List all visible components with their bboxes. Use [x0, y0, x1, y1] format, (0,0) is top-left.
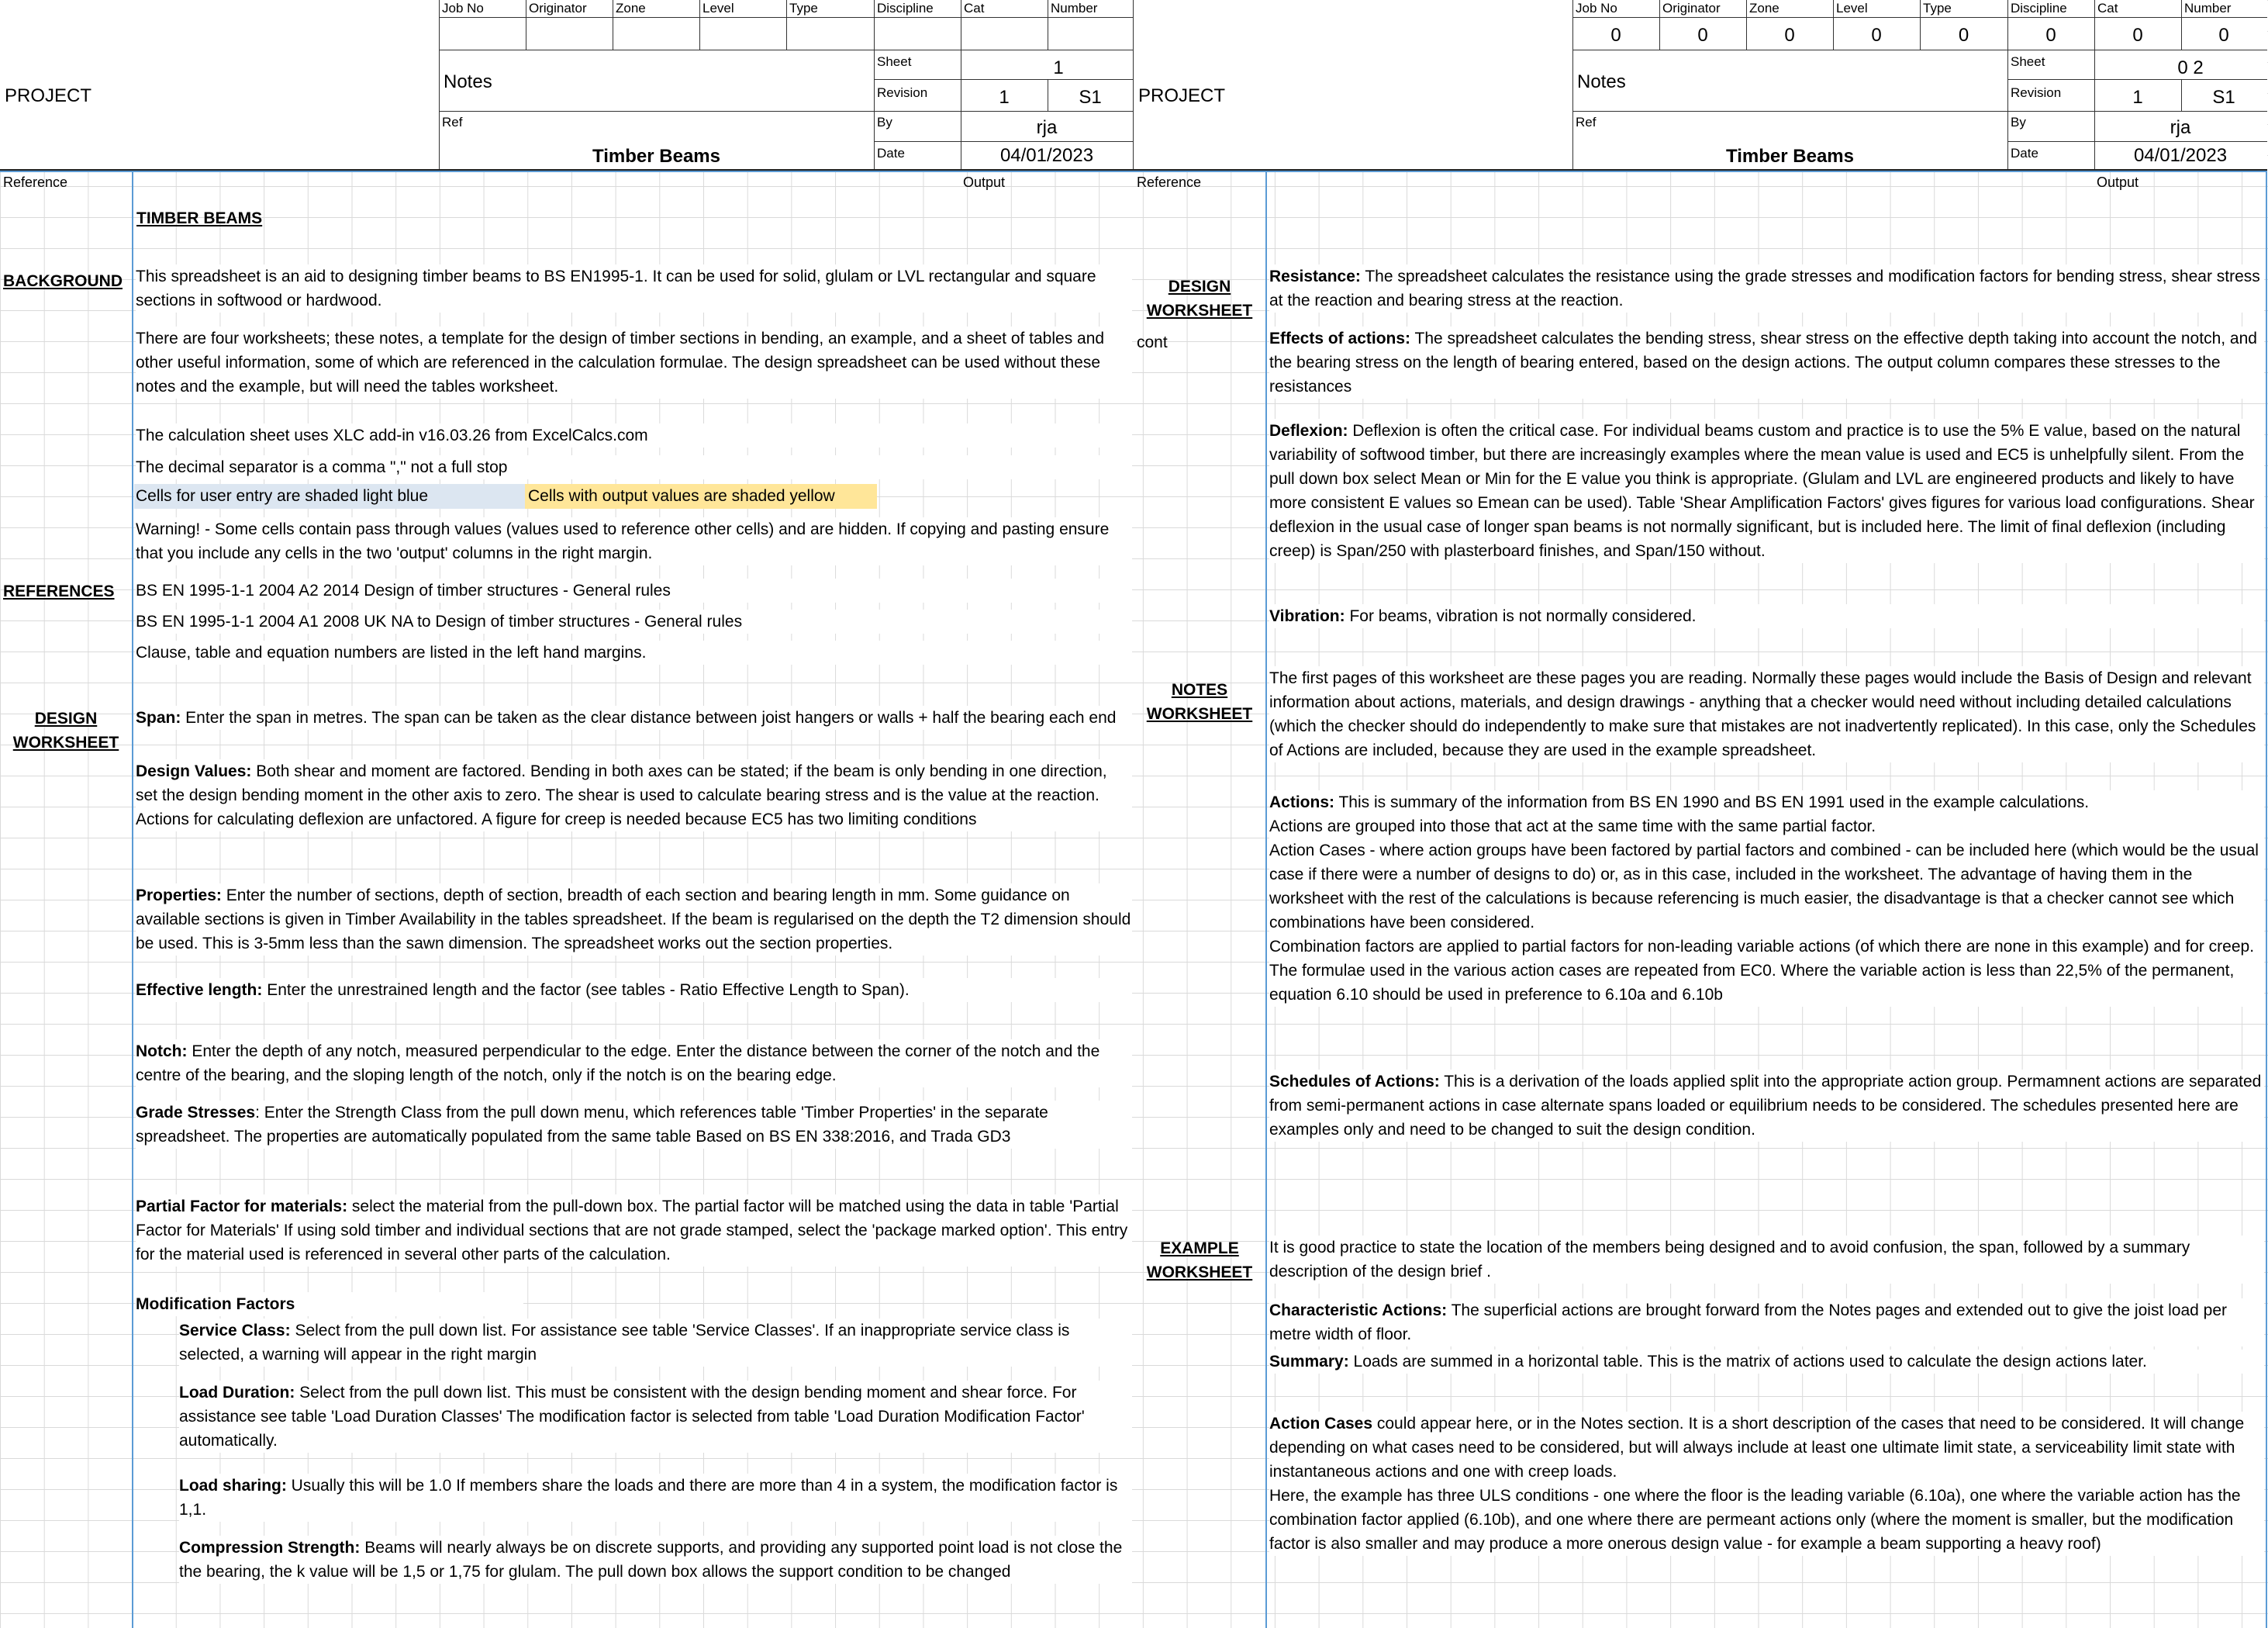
characteristic-actions-note: Characteristic Actions: The superficial actions are brought forward from the Notes pages and extended out to give the joist load per metre width of floor.	[1269, 1298, 2264, 1346]
actions-note: Actions: This is summary of the information from BS EN 1990 and BS EN 1991 used in the example calculations. Actions are grouped into those that act at the same time with the same partial factor. Action Cases - where action groups have been factored by partial factors and combined - can be included here (which would be the usual case if there were a number of designs to do) or, as in this case, included in the worksheet. The advantage of having them in the worksheet with the rest of the calculations is because referencing is much easier, the disadvantage is that a checker cannot see which combinations have been considered. Combination factors are applied to partial factors for non-leading variable actions (of which there are none in this example) and for creep. The formulae used in the various action cases are repeated from EC0. Where the variable action is less than 22,5% of the permanent, equation 6.10 should be used in preference to 6.10a and 6.10b	[1269, 790, 2264, 1007]
sheet-value[interactable]: 0 2	[2177, 57, 2204, 78]
service-class-note: Service Class: Select from the pull down list. For assistance see table 'Service Classes'. If an inappropriate service class is selected, a warning will appear in the right margin	[179, 1319, 1132, 1367]
reference-margin-line	[1265, 171, 1267, 1628]
ref-label: Ref	[1576, 115, 1597, 130]
background-paragraph-2: There are four worksheets; these notes, a template for the design of timber sections in bending, an example, and a sheet of tables and other useful information, some of which are referenced in the calculation formulae. The design spreadsheet can be used without these notes and the example, but will need the tables worksheet.	[136, 327, 1132, 399]
warning-note: Warning! - Some cells contain pass through values (values used to reference other cells) and are hidden. If copying and pasting ensure that you include any cells in the two 'output' columns in the right margin.	[136, 517, 1132, 565]
originator-value[interactable]: 0	[1697, 25, 1708, 46]
sheet-label: Sheet	[2011, 54, 2045, 69]
vibration-note: Vibration: For beams, vibration is not normally considered.	[1269, 604, 2264, 628]
by-value[interactable]: rja	[1036, 117, 1058, 138]
decimal-note: The decimal separator is a comma "," not a full stop	[136, 455, 1132, 479]
number-label: Number	[1051, 1, 1098, 16]
sheet-title: Timber Beams	[592, 146, 720, 167]
load-duration-note: Load Duration: Select from the pull down list. This must be consistent with the design bending moment and shear force. For assistance see table 'Load Duration Classes' The modification factor is selected from table 'Load Duration Modification Factor' automatically.	[179, 1381, 1132, 1453]
sheet-value[interactable]: 1	[1053, 57, 1064, 78]
reference-2: BS EN 1995-1-1 2004 A1 2008 UK NA to Design of timber structures - General rules	[136, 610, 1132, 634]
date-value[interactable]: 04/01/2023	[999, 145, 1094, 166]
header-separator	[1134, 171, 2267, 172]
reference-1: BS EN 1995-1-1 2004 A2 2014 Design of timber structures - General rules	[136, 579, 1132, 603]
zone-value[interactable]: 0	[1784, 25, 1795, 46]
cont-label: cont	[1137, 334, 1168, 351]
cat-value[interactable]: 0	[2132, 25, 2143, 46]
compression-strength-note: Compression Strength: Beams will nearly always be on discrete supports, and providing any supported point load is not close the the bearing, the k value will be 1,5 or 1,75 for glulam. The pull down box allows the support condition to be changed	[179, 1536, 1132, 1584]
effective-length-note: Effective length: Enter the unrestrained length and the factor (see tables - Ratio Effective Length to Span).	[136, 978, 1132, 1002]
date-value[interactable]: 04/01/2023	[2133, 145, 2228, 166]
originator-label: Originator	[1662, 1, 1721, 16]
ref-label: Ref	[442, 115, 463, 130]
sheet-title: Timber Beams	[1726, 146, 1854, 167]
discipline-value[interactable]: 0	[2045, 25, 2056, 46]
right-page	[1134, 0, 2267, 1628]
revision-value[interactable]: 1	[2132, 87, 2143, 108]
by-label: By	[877, 115, 892, 130]
notes-worksheet-heading: NOTES WORKSHEET	[1146, 681, 1253, 723]
reference-column-label: Reference	[1137, 175, 1202, 190]
number-label: Number	[2184, 1, 2232, 16]
summary-note: Summary: Loads are summed in a horizontal table. This is the matrix of actions used to calculate the design actions later.	[1269, 1350, 2264, 1374]
action-cases-note: Action Cases could appear here, or in the Notes section. It is a short description of the cases that need to be considered. It will change depending on what cases need to be considered, but will always include at least one ultimate limit state, a serviceability limit state with instantaneous actions and one with creep loads. Here, the example has three ULS conditions - one where the floor is the leading variable (6.10a), one where the variable action has the combination factor applied (6.10b), and one where there are permeant actions only (where the moment is smaller, but the modification factor is also smaller and may produce a more onerous design value - for example a beam supporting a heavy roof)	[1269, 1412, 2264, 1556]
cat-label: Cat	[964, 1, 985, 16]
type-label: Type	[789, 1, 818, 16]
example-worksheet-text: It is good practice to state the location of the members being designed and to avoid confusion, the span, followed by a summary description of the design brief .	[1269, 1236, 2264, 1284]
project-label: PROJECT	[5, 85, 92, 106]
level-label: Level	[1836, 1, 1868, 16]
output-column-label: Output	[963, 175, 1006, 190]
reference-column-label: Reference	[3, 175, 68, 190]
output-legend: Cells with output values are shaded yellow	[525, 484, 877, 509]
partial-factor-note: Partial Factor for materials: select the material from the pull-down box. The partial factor will be matched using the data in table 'Partial Factor for Materials' If using sold timber and individual sections that are not grade stamped, select the 'package marked option'. This entry for the material used is referenced in several other parts of the calculation.	[136, 1194, 1132, 1267]
design-worksheet-heading: DESIGN WORKSHEET	[12, 710, 119, 752]
level-label: Level	[702, 1, 734, 16]
notes-label: Notes	[1577, 71, 1626, 92]
header-separator	[0, 171, 1134, 172]
effects-of-actions-note: Effects of actions: The spreadsheet calculates the bending stress, shear stress on the effective depth taking into account the notch, and the bearing stress on the length of bearing entered, based on the design actions. The output column compares these stresses to the resistances	[1269, 327, 2264, 399]
main-title: TIMBER BEAMS	[136, 209, 263, 227]
notch-note: Notch: Enter the depth of any notch, measured perpendicular to the edge. Enter the distance between the corner of the notch and the centre of the bearing, and the sloping length of the notch, only if the notch is on the bearing edge.	[136, 1039, 1132, 1087]
design-worksheet-heading: DESIGN WORKSHEET	[1146, 278, 1253, 320]
xlc-note: The calculation sheet uses XLC add-in v16.03.26 from ExcelCalcs.com	[136, 423, 1132, 448]
user-entry-legend: Cells for user entry are shaded light blue	[134, 484, 526, 509]
originator-label: Originator	[529, 1, 587, 16]
by-label: By	[2011, 115, 2026, 130]
zone-label: Zone	[1749, 1, 1780, 16]
discipline-label: Discipline	[877, 1, 934, 16]
cat-label: Cat	[2097, 1, 2118, 16]
reference-3: Clause, table and equation numbers are listed in the left hand margins.	[136, 641, 1132, 665]
number-value[interactable]: 0	[2218, 25, 2229, 46]
modification-factors-heading: Modification Factors	[136, 1292, 523, 1316]
schedules-of-actions-note: Schedules of Actions: This is a derivation of the loads applied split into the appropriate action group. Permamnent actions are separated from semi-permanent actions in case alternate spans loaded or equilibrium needs to be considered. The schedules presented here are examples only and need to be changed to suit the design condition.	[1269, 1070, 2264, 1142]
by-value[interactable]: rja	[2170, 117, 2191, 138]
project-label: PROJECT	[1138, 85, 1226, 106]
level-value[interactable]: 0	[1871, 25, 1882, 46]
references-heading: REFERENCES	[3, 582, 115, 600]
design-values-note: Design Values: Both shear and moment are factored. Bending in both axes can be stated; if the beam is only bending in one direction, set the design bending moment in the other axis to zero. The shear is used to calculate bearing stress and is the value at the reaction. Actions for calculating deflexion are unfactored. A figure for creep is needed because EC5 has two limiting conditions	[136, 759, 1132, 831]
example-worksheet-heading: EXAMPLE WORKSHEET	[1146, 1239, 1253, 1281]
grade-stresses-note: Grade Stresses: Enter the Strength Class from the pull down menu, which references table 'Timber Properties' in the separate spreadsheet. The properties are automatically populated from the same table Based on BS EN 338:2016, and Trada GD3	[136, 1101, 1132, 1149]
sheet-label: Sheet	[877, 54, 912, 69]
revision-value[interactable]: 1	[999, 87, 1010, 108]
type-label: Type	[1923, 1, 1952, 16]
zone-label: Zone	[616, 1, 646, 16]
notes-worksheet-text: The first pages of this worksheet are these pages you are reading. Normally these pages would include the Basis of Design and relevant information about actions, materials, and design drawings - anything that a checker would need without including detailed calculations (which the checker should do independently to make sure that mistakes are not inadvertently replicated). In this case, only the Schedules of Actions are included, because they are used in the example spreadsheet.	[1269, 666, 2264, 762]
revision-label: Revision	[877, 85, 928, 100]
job-no-label: Job No	[442, 1, 484, 16]
right-margin-line	[2266, 171, 2267, 1628]
span-note: Span: Enter the span in metres. The span can be taken as the clear distance between joist hangers or walls + half the bearing each end	[136, 706, 1132, 730]
type-value[interactable]: 0	[1958, 25, 1969, 46]
job-no-value[interactable]: 0	[1610, 25, 1621, 46]
background-heading: BACKGROUND	[3, 272, 123, 290]
output-column-label: Output	[2097, 175, 2139, 190]
load-sharing-note: Load sharing: Usually this will be 1.0 If members share the loads and there are more than 4 in a system, the modification factor is 1,1.	[179, 1474, 1132, 1522]
revision-code[interactable]: S1	[1079, 87, 1102, 108]
date-label: Date	[877, 146, 905, 161]
resistance-note: Resistance: The spreadsheet calculates the resistance using the grade stresses and modification factors for bending stress, shear stress at the reaction and bearing stress at the reaction.	[1269, 264, 2264, 313]
deflexion-note: Deflexion: Deflexion is often the critical case. For individual beams custom and practice is to use the 5% E value, based on the natural variability of softwood timber, but there are increasingly examples where the mean value is used and EC5 is unhelpfully silent. From the pull down box select Mean or Min for the E value you think is appropriate. (Glulam and LVL are engineered products and likely to have more consistent E values so Emean can be used). Table 'Shear Amplification Factors' gives figures for various load configurations. Shear deflexion in the usual case of longer span beams is not normally significant, but is included here. The limit of final deflexion (including creep) is Span/250 with plasterboard finishes, and Span/150 without.	[1269, 419, 2264, 563]
background-paragraph-1: This spreadsheet is an aid to designing timber beams to BS EN1995-1. It can be used for solid, glulam or LVL rectangular and square sections in softwood or hardwood.	[136, 264, 1132, 313]
revision-label: Revision	[2011, 85, 2062, 100]
job-no-label: Job No	[1576, 1, 1617, 16]
reference-margin-line	[132, 171, 133, 1628]
properties-note: Properties: Enter the number of sections, depth of section, breadth of each section and bearing length in mm. Some guidance on available sections is given in Timber Availability in the tables spreadsheet. If the beam is regularised on the depth the T2 dimension should be used. This is 3-5mm less than the sawn dimension. The spreadsheet works out the section properties.	[136, 883, 1132, 956]
date-label: Date	[2011, 146, 2038, 161]
discipline-label: Discipline	[2011, 1, 2067, 16]
notes-label: Notes	[444, 71, 492, 92]
revision-code[interactable]: S1	[2212, 87, 2235, 108]
